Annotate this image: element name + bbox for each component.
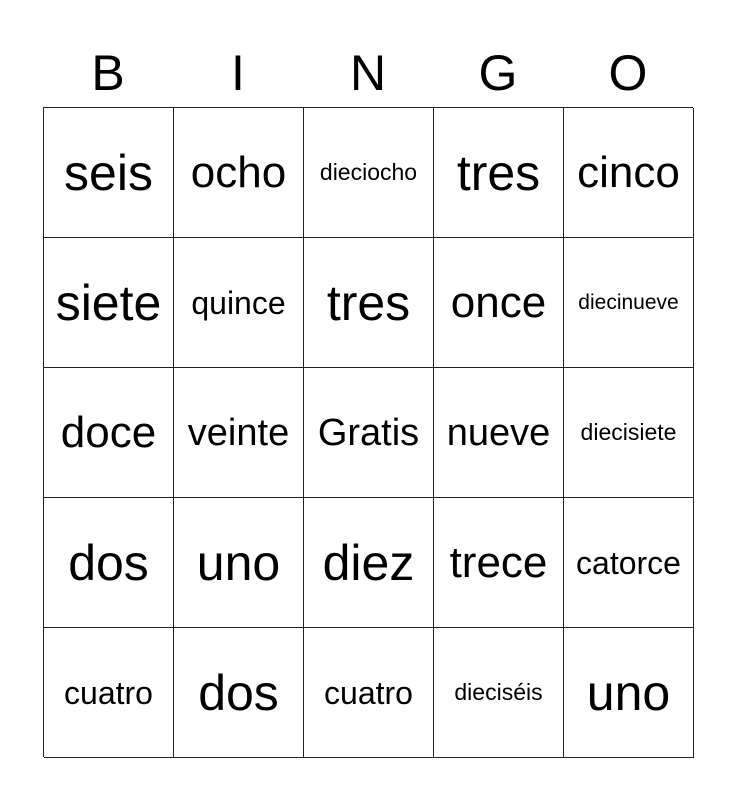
- bingo-cell[interactable]: uno: [174, 498, 304, 628]
- bingo-cell[interactable]: uno: [564, 628, 694, 758]
- bingo-cell[interactable]: cuatro: [304, 628, 434, 758]
- bingo-cell[interactable]: siete: [44, 238, 174, 368]
- bingo-cell[interactable]: seis: [44, 108, 174, 238]
- bingo-header: [43, 40, 693, 106]
- bingo-cell[interactable]: veinte: [174, 368, 304, 498]
- bingo-cell[interactable]: quince: [174, 238, 304, 368]
- bingo-cell[interactable]: cinco: [564, 108, 694, 238]
- header-letter-b: B: [91, 45, 125, 101]
- header-letter-i: I: [231, 45, 245, 101]
- bingo-cell[interactable]: diecisiete: [564, 368, 694, 498]
- bingo-cell[interactable]: tres: [304, 238, 434, 368]
- bingo-cell[interactable]: doce: [44, 368, 174, 498]
- header-letter-g: G: [478, 45, 518, 101]
- bingo-cell[interactable]: diecinueve: [564, 238, 694, 368]
- header-letter-o: O: [608, 45, 648, 101]
- bingo-cell[interactable]: cuatro: [44, 628, 174, 758]
- bingo-cell[interactable]: dieciocho: [304, 108, 434, 238]
- bingo-cell[interactable]: diez: [304, 498, 434, 628]
- header-letter-n: N: [349, 45, 387, 101]
- bingo-cell[interactable]: dos: [174, 628, 304, 758]
- bingo-cell[interactable]: dieciséis: [434, 628, 564, 758]
- bingo-cell[interactable]: trece: [434, 498, 564, 628]
- bingo-cell[interactable]: catorce: [564, 498, 694, 628]
- bingo-cell[interactable]: dos: [44, 498, 174, 628]
- bingo-cell[interactable]: ocho: [174, 108, 304, 238]
- free-space-cell[interactable]: Gratis: [304, 368, 434, 498]
- bingo-cell[interactable]: tres: [434, 108, 564, 238]
- bingo-board: [43, 107, 693, 757]
- bingo-cell[interactable]: once: [434, 238, 564, 368]
- bingo-cell[interactable]: nueve: [434, 368, 564, 498]
